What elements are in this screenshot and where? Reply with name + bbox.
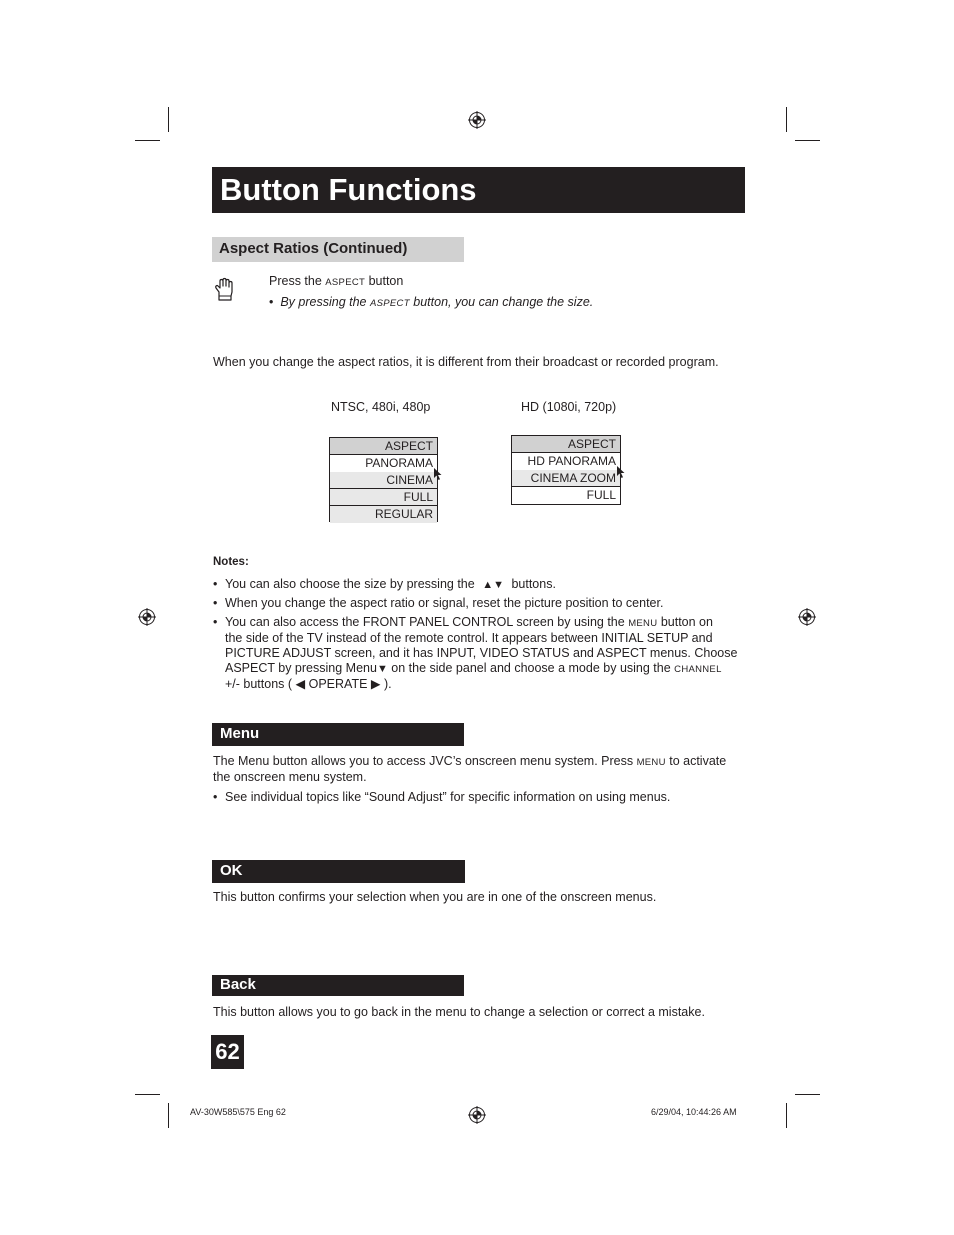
section-heading-menu: Menu	[212, 723, 464, 746]
crop-mark	[795, 140, 820, 141]
notes-heading: Notes:	[213, 556, 249, 568]
registration-mark-icon	[468, 111, 486, 129]
cursor-arrow-icon	[616, 465, 626, 479]
crop-mark	[795, 1094, 820, 1095]
menu-key: MENU	[628, 618, 658, 629]
crop-mark	[168, 107, 169, 132]
note3-a: You can also access the FRONT PANEL CONTROL screen by using the	[225, 615, 629, 629]
menu-option[interactable]: FULL	[330, 489, 437, 506]
menu-option-selected[interactable]: CINEMA	[330, 472, 437, 489]
hd-aspect-menu	[511, 435, 621, 505]
aspect-key: ASPECT	[325, 277, 366, 288]
menu-option[interactable]: FULL	[512, 487, 620, 504]
menu-row-header: ASPECT	[512, 436, 620, 453]
by-pre: By pressing the	[280, 295, 370, 309]
cursor-arrow-icon	[433, 467, 443, 481]
note3-line5: +/- buttons ( ◀ OPERATE ▶ ).	[225, 677, 392, 691]
menu-row-header: ASPECT	[330, 438, 437, 455]
page-title: Button Functions	[212, 167, 745, 213]
ntsc-aspect-menu	[329, 437, 438, 522]
section-heading-back: Back	[212, 975, 464, 996]
registration-mark-icon	[138, 608, 156, 626]
note2-text: When you change the aspect ratio or signal, reset the picture position to center.	[225, 596, 664, 610]
press-post: button	[365, 274, 404, 288]
registration-mark-icon	[468, 1106, 486, 1124]
menu-paragraph	[213, 754, 726, 785]
aspect-intro: When you change the aspect ratios, it is different from their broadcast or recorded program.	[213, 355, 719, 369]
note-item: • You can also choose the size by pressing the ▲▼ buttons.	[213, 577, 556, 591]
menu-key: MENU	[636, 757, 666, 768]
section-heading-ok: OK	[212, 860, 465, 883]
down-arrow-icon: ▼	[376, 663, 388, 675]
menu-p1-a: The Menu button allows you to access JVC’s onscreen menu system. Press	[213, 754, 637, 768]
crop-mark	[786, 107, 787, 132]
ntsc-label: NTSC, 480i, 480p	[331, 400, 431, 414]
note3-line4-a: ASPECT by pressing Menu	[225, 661, 377, 675]
menu-option[interactable]: PANORAMA	[330, 455, 437, 472]
note-item: • When you change the aspect ratio or signal, reset the picture position to center.	[213, 596, 753, 611]
note1-pre: You can also choose the size by pressing the	[225, 577, 479, 591]
note3-b: button on	[657, 615, 713, 629]
footer-timestamp: 6/29/04, 10:44:26 AM	[651, 1107, 737, 1117]
press-pre: Press the	[269, 274, 326, 288]
menu-bullet-text: See individual topics like “Sound Adjust” for specific information on using menus.	[225, 790, 671, 804]
back-text: This button allows you to go back in the menu to change a selection or correct a mistake.	[213, 1005, 705, 1019]
note3-line4-b: on the side panel and choose a mode by using the	[387, 661, 675, 675]
crop-mark	[135, 140, 160, 141]
up-down-arrows-icon: ▲▼	[482, 579, 504, 591]
crop-mark	[135, 1094, 160, 1095]
note-item: • You can also access the FRONT PANEL CONTROL screen by using the MENU button on the side of the TV instead of the remote control. It appears between INITIAL SETUP and PICTURE ADJUST screen, and it has INPUT, VIDEO STATUS and ASPECT menus. Choose ASPECT by pressing Menu▼ on the side panel and choose a mode by using the CHANNEL +/- buttons ( ◀ OPERATE ▶ ).	[213, 615, 753, 691]
by-post: button, you can change the size.	[409, 295, 594, 309]
press-aspect-instruction	[269, 274, 403, 290]
section-heading-aspect: Aspect Ratios (Continued)	[212, 237, 464, 262]
hd-label: HD (1080i, 720p)	[521, 400, 617, 414]
aspect-bullet: • By pressing the ASPECT button, you can change the size.	[269, 295, 594, 309]
menu-p1-line2: the onscreen menu system.	[213, 770, 367, 784]
note1-post: buttons.	[507, 577, 556, 591]
crop-mark	[786, 1103, 787, 1128]
menu-bullet: • See individual topics like “Sound Adjust” for specific information on using menus.	[213, 790, 753, 805]
menu-p1-b: to activate	[665, 754, 727, 768]
menu-option-selected[interactable]: CINEMA ZOOM	[512, 470, 620, 487]
channel-key: CHANNEL	[674, 664, 722, 675]
hand-press-icon	[213, 276, 239, 302]
footer-file-info: AV-30W585\575 Eng 62	[190, 1107, 286, 1117]
crop-mark	[168, 1103, 169, 1128]
aspect-key-italic: ASPECT	[369, 298, 410, 309]
registration-mark-icon	[798, 608, 816, 626]
page-number: 62	[211, 1035, 244, 1069]
ok-text: This button confirms your selection when you are in one of the onscreen menus.	[213, 890, 657, 904]
note3-line2: the side of the TV instead of the remote control. It appears between INITIAL SETUP and	[225, 631, 713, 645]
menu-option[interactable]: HD PANORAMA	[512, 453, 620, 470]
note3-line3: PICTURE ADJUST screen, and it has INPUT, VIDEO STATUS and ASPECT menus. Choose	[225, 646, 738, 660]
menu-option[interactable]: REGULAR	[330, 506, 437, 523]
